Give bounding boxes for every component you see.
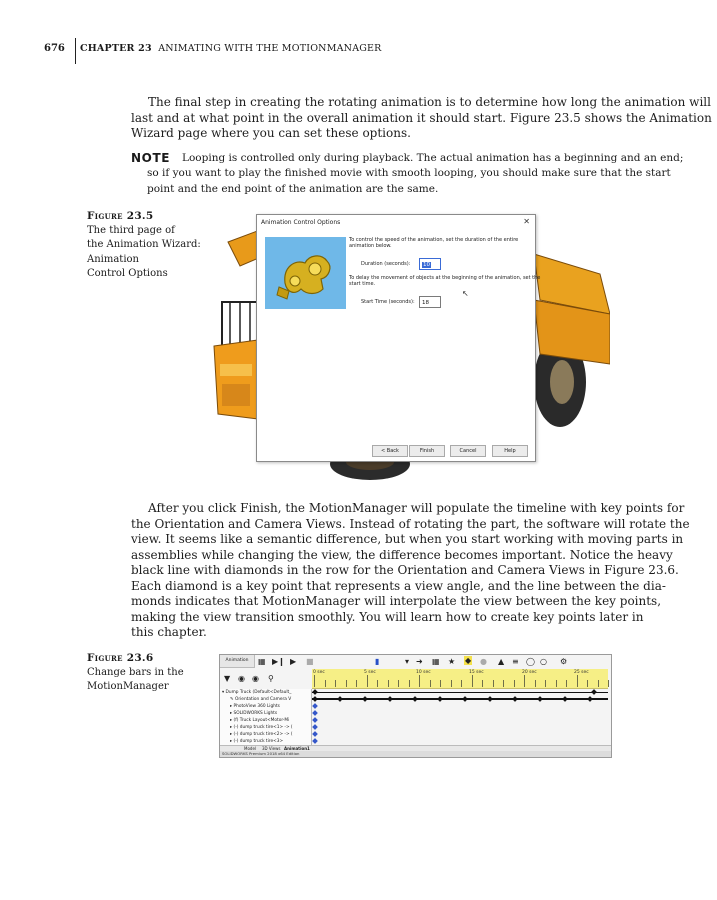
text-line: last and at what point in the overall animation it should start. Figure 23.5 shows the Animation xyxy=(131,110,712,125)
gravity-icon[interactable]: ○ xyxy=(540,657,547,666)
autokey-icon[interactable]: ◆ xyxy=(465,656,472,665)
text-line: black line with diamonds in the row for the Orientation and Camera Views in Figure 23.6. xyxy=(131,563,679,577)
timeline-tick xyxy=(419,675,420,687)
text-line: After you click Finish, the MotionManager will populate the timeline with key points for xyxy=(148,501,685,515)
text-line: point and the end point of the animation are the same. xyxy=(147,182,439,195)
note-line-1: Looping is controlled only during playback. The actual animation has a beginning and an end; xyxy=(182,152,684,164)
zoom-icon[interactable]: ⚲ xyxy=(268,674,274,683)
text-line: assemblies while changing the view, the difference becomes important. Notice the heavy xyxy=(131,547,673,562)
timeline-tick xyxy=(314,675,315,687)
play-from-start-icon[interactable]: ▶❙ xyxy=(272,657,285,666)
tab-animation1[interactable]: Animation1 xyxy=(284,746,310,751)
add-key-icon[interactable]: ● xyxy=(480,657,487,666)
page-number: 676 xyxy=(44,43,65,54)
timeline-tick xyxy=(535,680,536,687)
timeline-tick xyxy=(335,680,336,687)
timeline-grid xyxy=(312,689,608,745)
figure-23-5-caption xyxy=(87,209,201,282)
note-continuation xyxy=(147,166,671,197)
caption-line: Change bars in the xyxy=(87,666,184,678)
dialog-title: Animation Control Options xyxy=(261,219,341,226)
intro-paragraph xyxy=(131,95,712,142)
status-bar: SOLIDWORKS Premium 2018 x64 Edition xyxy=(220,751,612,757)
component-key-point[interactable] xyxy=(312,703,318,709)
component-key-point[interactable] xyxy=(312,731,318,737)
time-label: 10 sec xyxy=(416,670,431,675)
rotating-part-preview xyxy=(265,237,346,309)
save-animation-icon[interactable]: ▦ xyxy=(432,657,440,666)
timeline-tick xyxy=(472,675,473,687)
timeline-ruler[interactable] xyxy=(312,669,608,689)
timeline-tick xyxy=(440,680,441,687)
duration-input[interactable]: 10 xyxy=(419,258,441,270)
timeline-tick xyxy=(346,680,347,687)
caption-line: Control Options xyxy=(87,268,168,279)
time-label: 20 sec xyxy=(522,670,537,675)
caption-line: The third page of xyxy=(87,224,175,236)
tab-model[interactable]: Model xyxy=(244,746,257,751)
filter-driving-icon[interactable]: ◉ xyxy=(252,674,259,683)
timeline-tick xyxy=(388,680,389,687)
body-paragraph xyxy=(131,501,690,641)
root-key-point[interactable] xyxy=(312,689,318,695)
timeline-tick xyxy=(409,680,410,687)
finish-button[interactable]: Finish xyxy=(409,445,445,457)
filter-animated-icon[interactable]: ◉ xyxy=(238,674,245,683)
time-label: 15 sec xyxy=(469,670,484,675)
mouse-cursor-icon: ↖ xyxy=(462,289,469,298)
root-key-point[interactable] xyxy=(591,689,597,695)
part-model-icon xyxy=(265,237,346,309)
duration-help-line-2: animation below. xyxy=(349,243,392,249)
animation-control-options-dialog xyxy=(256,214,541,462)
text-line: making the view transition smoothly. You will learn how to create key points later in xyxy=(131,609,644,624)
time-label: 5 sec xyxy=(364,670,376,675)
root-change-bar xyxy=(312,692,608,693)
close-icon[interactable]: ✕ xyxy=(523,217,530,226)
help-button[interactable]: Help xyxy=(492,445,528,457)
tree-row[interactable]: ✎ Orientation and Camera V xyxy=(230,697,292,702)
start-time-label: Start Time (seconds): xyxy=(361,299,415,305)
figure-23-6-caption xyxy=(87,651,184,695)
timeline-tick xyxy=(451,680,452,687)
timeline-tick xyxy=(545,680,546,687)
filter-icon[interactable]: ▼ xyxy=(224,674,231,683)
motor-icon[interactable]: ▲ xyxy=(498,657,505,666)
time-label: 0 sec xyxy=(313,670,325,675)
cancel-button[interactable]: Cancel xyxy=(450,445,486,457)
timeline-tick xyxy=(556,680,557,687)
text-line: monds indicates that MotionManager will interpolate the view between the key points, xyxy=(131,594,662,608)
duration-help-line-1: To control the speed of the animation, set the duration of the entire xyxy=(349,237,519,243)
tree-row[interactable]: ▸ (f) Truck Layout<Motor-Mi xyxy=(230,718,290,723)
playback-mode-icon[interactable]: ➜ xyxy=(416,657,423,666)
back-button[interactable]: < Back xyxy=(372,445,408,457)
chapter-title: ANIMATING WITH THE MOTIONMANAGER xyxy=(158,43,382,54)
tree-row[interactable]: ▸ (-) dump truck tire<3> xyxy=(230,739,284,744)
caption-line: the Animation Wizard: xyxy=(87,239,201,250)
timeline-tick xyxy=(598,680,599,687)
time-label: 25 sec xyxy=(574,670,589,675)
delay-help-line-1: To delay the movement of objects at the beginning of the animation, set the xyxy=(349,275,541,281)
component-key-point[interactable] xyxy=(312,724,318,730)
caption-line: Animation xyxy=(87,253,139,265)
tab-3d-views[interactable]: 3D Views xyxy=(262,746,281,751)
tree-row[interactable]: ▸ SOLIDWORKS Lights xyxy=(230,711,278,716)
timeline-slider-icon[interactable]: ▮ xyxy=(375,657,380,666)
text-line: the Orientation and Camera Views. Instead of rotating the part, the software will rotate the xyxy=(131,516,690,531)
delay-help-line-2: start time. xyxy=(349,281,376,287)
timeline-tick xyxy=(503,680,504,687)
text-line: view. It seems like a semantic difference, but when you start working with moving parts in xyxy=(131,532,684,546)
animation-wizard-icon[interactable]: ★ xyxy=(448,657,456,666)
timeline-tick xyxy=(514,680,515,687)
timeline-tick xyxy=(398,680,399,687)
timeline-tick xyxy=(587,680,588,687)
contact-icon[interactable]: ◯ xyxy=(526,657,535,666)
play-icon[interactable]: ▶ xyxy=(290,657,297,666)
figure-label: Figure 23.6 xyxy=(87,652,154,664)
caption-line: MotionManager xyxy=(87,681,169,692)
text-line: Each diamond is a key point that represents a view angle, and the line between the dia- xyxy=(131,578,666,593)
text-line: this chapter. xyxy=(131,625,207,639)
timeline-tick xyxy=(377,680,378,687)
timeline-tick xyxy=(325,680,326,687)
running-header xyxy=(80,43,382,54)
tree-row[interactable]: ▸ (-) dump truck tire<2> -> ( xyxy=(230,732,293,737)
timeline-tick xyxy=(566,680,567,687)
timeline-tick xyxy=(356,680,357,687)
timeline-tick xyxy=(493,680,494,687)
text-line: Wizard page where you can set these options. xyxy=(131,126,411,140)
timeline-tick xyxy=(430,680,431,687)
start-time-input[interactable]: 18 xyxy=(419,296,441,308)
timeline-tick xyxy=(461,680,462,687)
stop-icon[interactable]: ■ xyxy=(306,657,314,666)
component-key-point[interactable] xyxy=(312,738,318,744)
figure-label: Figure 23.5 xyxy=(87,210,154,222)
component-key-point[interactable] xyxy=(312,717,318,723)
text-line: so if you want to play the finished movie with smooth looping, you should make sure that the start xyxy=(147,167,671,179)
component-key-point[interactable] xyxy=(312,710,318,716)
calculate-icon[interactable]: ▦ xyxy=(258,657,266,666)
spring-icon[interactable]: ≡ xyxy=(512,657,519,666)
tree-row[interactable]: ▸ PhotoView 360 Lights xyxy=(230,704,280,709)
settings-icon[interactable]: ⚙ xyxy=(560,657,568,666)
timeline-tick xyxy=(524,675,525,687)
header-rule xyxy=(75,38,76,64)
motion-manager-panel xyxy=(219,654,612,758)
timeline-tick xyxy=(608,680,609,687)
playback-speed-select[interactable]: ▾ xyxy=(405,657,410,666)
timeline-tick xyxy=(482,680,483,687)
timeline-tick xyxy=(367,675,368,687)
timeline-tick xyxy=(577,675,578,687)
duration-label: Duration (seconds): xyxy=(361,261,411,267)
chapter-number: CHAPTER 23 xyxy=(80,43,152,54)
study-type-select[interactable]: Animation xyxy=(220,655,255,668)
tree-row[interactable]: ▸ (-) dump truck tire<1> -> ( xyxy=(230,725,293,730)
note-label: NOTE xyxy=(131,151,171,165)
tree-row-root[interactable]: ▾ Dump Truck (Default<Default_ xyxy=(222,690,292,695)
feature-tree xyxy=(220,689,312,745)
text-line: The final step in creating the rotating animation is to determine how long the animation will xyxy=(148,95,711,109)
